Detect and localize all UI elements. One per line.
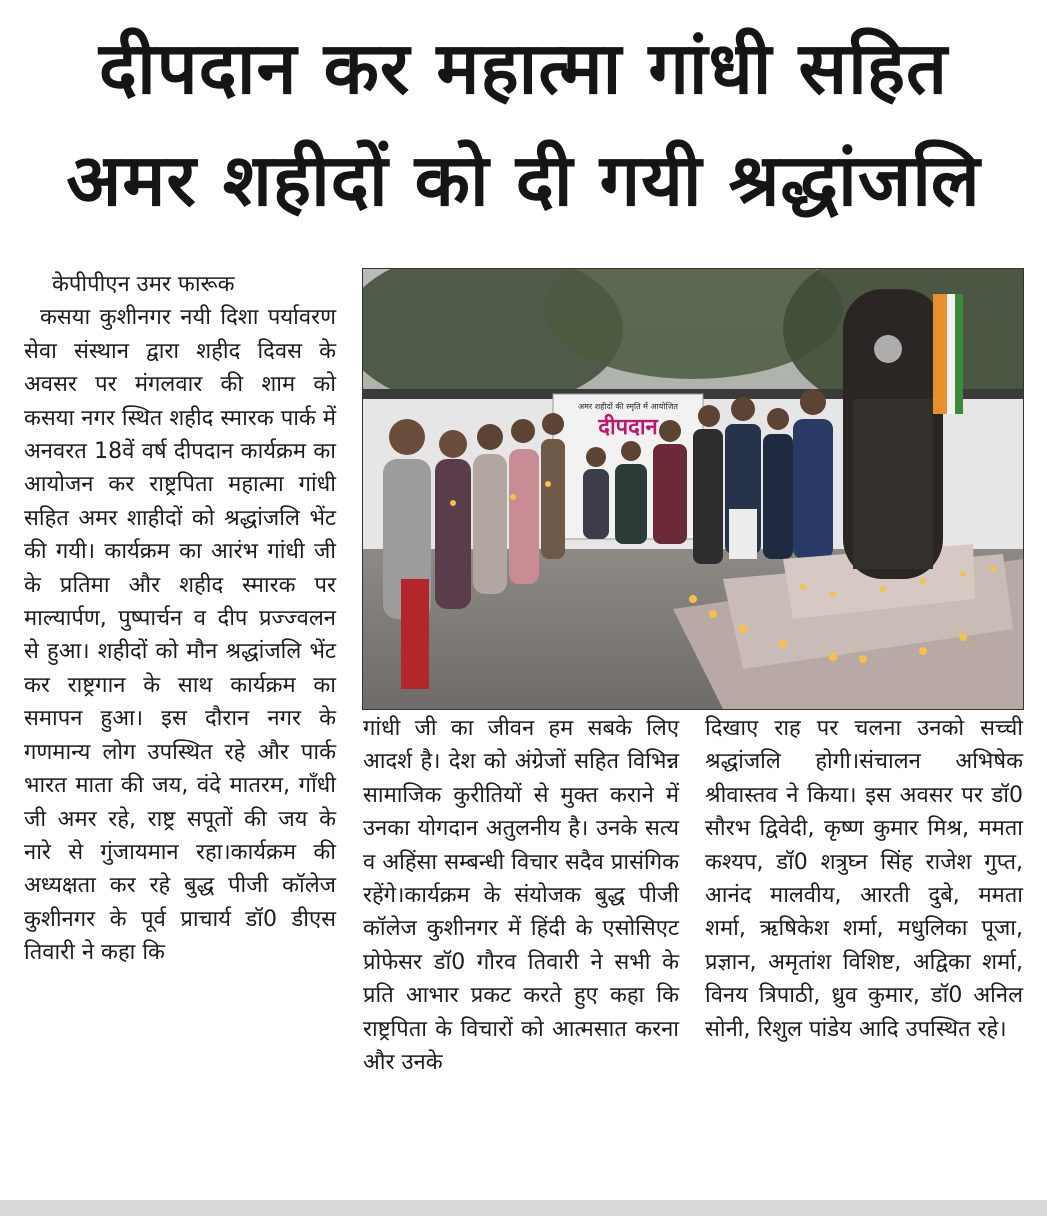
byline: केपीपीएन उमर फारूक (52, 272, 235, 297)
article-column-1 (24, 268, 336, 970)
article-column-2 (363, 712, 679, 1079)
bottom-divider (0, 1200, 1047, 1216)
banner-small-text: अमर शहीदों की स्मृति में आयोजित (578, 402, 678, 411)
article-column-3 (705, 712, 1023, 1046)
article-text-column-3: दिखाए राह पर चलना उनको सच्ची श्रद्धांजलि होगी।संचालन अभिषेक श्रीवास्तव ने किया। इस अवसर पर डॉ0 सौरभ द्विवेदी, कृष्ण कुमार मिश्र, ममता कश्यप, डॉ0 शत्रुघ्न सिंह राजेश गुप्त, आनंद मालवीय, आरती दुबे, ममता शर्मा, ऋषिकेश शर्मा, मधुलिका पूजा, प्रज्ञान, अमृतांश विशिष्ट, अद्विका शर्मा, विनय त्रिपाठी, ध्रुव कुमार, डॉ0 अनिल सोनी, रिशुल पांडेय आदि उपस्थित रहे। (705, 716, 1023, 1042)
headline-line-2: अमर शहीदों को दी गयी श्रद्धांजलि (66, 138, 981, 222)
article-text-column-1: कसया कुशीनगर नयी दिशा पर्यावरण सेवा संस्थान द्वारा शहीद दिवस के अवसर पर मंगलवार की शाम को कसया नगर स्थित शहीद स्मारक पार्क में अनवरत 18वें वर्ष दीपदान कार्यक्रम का आयोजन कर राष्ट्रपिता महात्मा गांधी सहित अमर शाहीदों को श्रद्धांजलि भेंट की गयी। कार्यक्रम का आरंभ गांधी जी के प्रतिमा और शहीद स्मारक पर माल्यार्पण, पुष्पार्चन व दीप प्रज्ज्वलन से हुआ। शहीदों को मौन श्रद्धांजलि भेंट कर राष्ट्रगान के साथ कार्यक्रम का समापन हुआ। इस दौरान नगर के गणमान्य लोग उपस्थित रहे और पार्क भारत माता की जय, वंदे मातरम, गाँधी जी अमर रहे, राष्ट्र सपूतों की जय के नारे से गुंजायमान रहा।कार्यक्रम की अध्यक्षता कर रहे बुद्ध पीजी कॉलेज कुशीनगर के पूर्व प्राचार्य डॉ0 डीएस तिवारी ने कहा कि (24, 305, 336, 966)
article-text-column-2: गांधी जी का जीवन हम सबके लिए आदर्श है। देश को अंग्रेजों सहित विभिन्न सामाजिक कुरीतियों से मुक्त कराने में उनका योगदान अतुलनीय है। उनके सत्य व अहिंसा सम्बन्धी विचार सदैव प्रासंगिक रहेंगे।कार्यक्रम के संयोजक बुद्ध पीजी कॉलेज कुशीनगर में हिंदी के एसोसिएट प्रोफेसर डॉ0 गौरव तिवारी ने सभी के प्रति आभार प्रकट करते हुए कहा कि राष्ट्रपिता के विचारों को आत्मसात करना और उनके (363, 716, 679, 1076)
banner-big-text: दीपदान (598, 415, 658, 440)
headline-line-1: दीपदान कर महात्मा गांधी सहित (98, 26, 949, 110)
event-photo (362, 268, 1024, 710)
event-photo-illustration (363, 269, 1023, 709)
